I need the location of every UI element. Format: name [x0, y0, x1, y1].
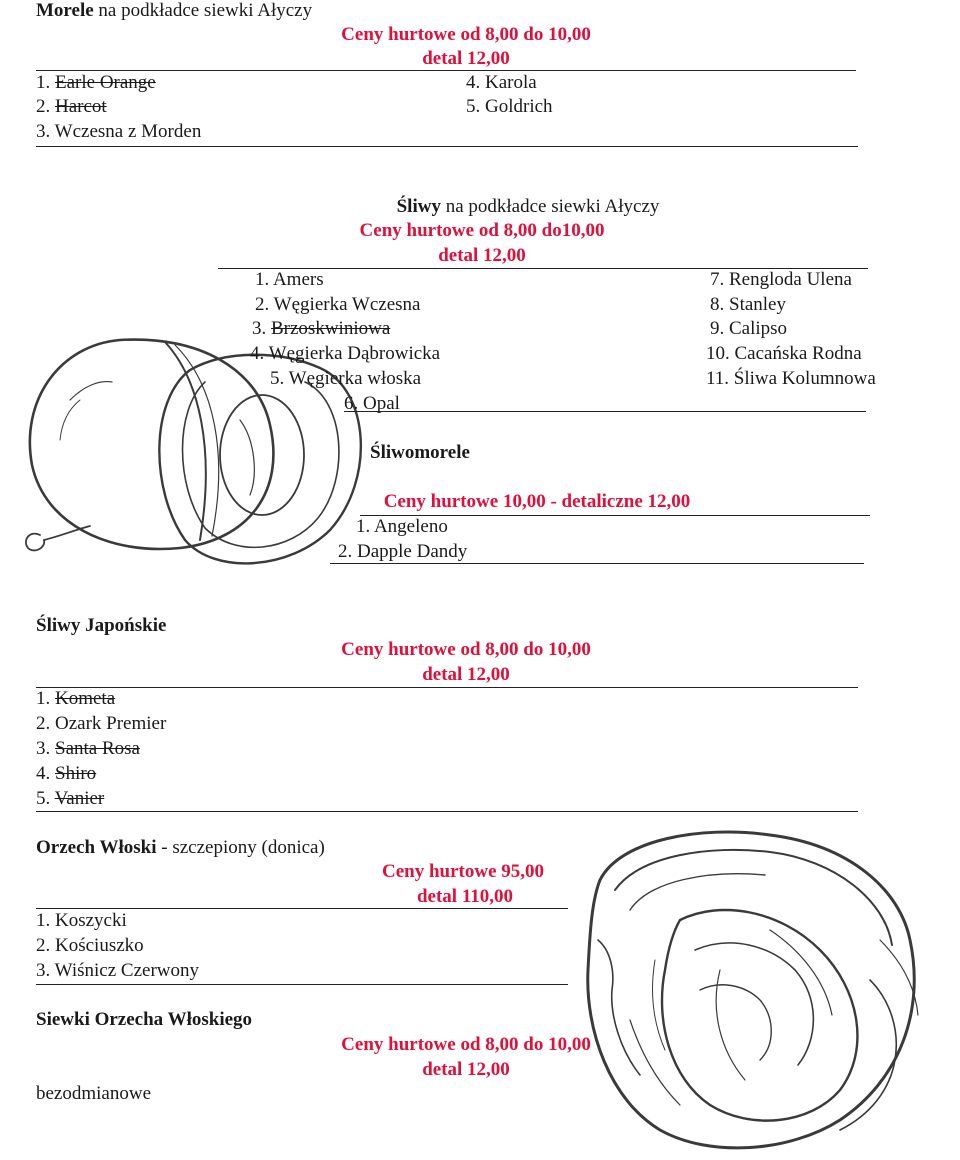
japonskie-price-retail: detal 12,00 — [422, 664, 510, 685]
divider — [344, 411, 866, 412]
divider — [330, 563, 864, 564]
list-item: 2. Dapple Dandy — [338, 541, 468, 562]
list-item: 2. Węgierka Wczesna — [255, 294, 421, 315]
list-item: 5. Vanier — [36, 788, 105, 809]
divider — [36, 687, 858, 688]
japonskie-heading: Śliwy Japońskie — [36, 615, 167, 636]
divider — [36, 811, 858, 812]
list-item: 11. Śliwa Kolumnowa — [706, 368, 876, 389]
morele-price-retail: detal 12,00 — [422, 48, 510, 69]
list-item: 7. Rengloda Ulena — [710, 269, 852, 290]
list-item: 2. Ozark Premier — [36, 713, 167, 734]
list-item: 6. Opal — [344, 393, 400, 414]
list-item: 2. Harcot — [36, 96, 107, 117]
morele-price-wholesale: Ceny hurtowe od 8,00 do 10,00 — [341, 24, 591, 45]
sliwy-heading-rest: na podkładce siewki Ałyczy — [440, 196, 660, 217]
list-item: 1. Angeleno — [356, 516, 448, 537]
sliwy-heading — [397, 196, 660, 218]
siewki-heading: Siewki Orzecha Włoskiego — [36, 1009, 253, 1030]
orzech-heading — [36, 837, 325, 859]
orzech-heading-rest: - szczepiony (donica) — [156, 837, 325, 858]
sliwy-heading-bold: Śliwy — [396, 196, 441, 217]
sliwomorele-price: Ceny hurtowe 10,00 - detaliczne 12,00 — [383, 491, 691, 512]
orzech-heading-bold: Orzech Włoski — [36, 837, 157, 858]
list-item: 5. Węgierka włoska — [270, 368, 422, 389]
divider — [36, 146, 858, 147]
morele-heading-bold: Morele — [36, 0, 94, 21]
siewki-price-retail: detal 12,00 — [422, 1059, 510, 1080]
orzech-price-retail: detal 110,00 — [416, 886, 514, 907]
list-item: 3. Wiśnicz Czerwony — [36, 960, 199, 981]
list-item: 3. Wczesna z Morden — [36, 121, 202, 142]
list-item: 8. Stanley — [710, 294, 786, 315]
divider — [36, 70, 856, 71]
list-item: 3. Santa Rosa — [36, 738, 140, 759]
list-item: 2. Kościuszko — [36, 935, 144, 956]
divider — [36, 984, 568, 985]
list-item: 10. Cacańska Rodna — [706, 343, 862, 364]
list-item: 3. Brzoskwiniowa — [252, 318, 391, 339]
list-item: 1. Kometa — [36, 688, 116, 709]
list-item: 1. Amers — [255, 269, 324, 290]
sliwy-price-wholesale: Ceny hurtowe od 8,00 do10,00 — [359, 220, 605, 241]
morele-heading — [36, 0, 312, 22]
list-item: 4. Shiro — [36, 763, 97, 784]
list-item: 4. Karola — [466, 72, 537, 93]
list-item: 9. Calipso — [710, 318, 788, 339]
list-item: 4. Węgierka Dąbrowicka — [250, 343, 441, 364]
siewki-note: bezodmianowe — [36, 1083, 152, 1104]
list-item: 1. Earle Orange — [36, 72, 156, 93]
siewki-price-wholesale: Ceny hurtowe od 8,00 do 10,00 — [341, 1034, 591, 1055]
list-item: 5. Goldrich — [466, 96, 553, 117]
sliwy-price-retail: detal 12,00 — [438, 245, 526, 266]
walnut-illustration-icon — [570, 820, 960, 1160]
japonskie-price-wholesale: Ceny hurtowe od 8,00 do 10,00 — [341, 639, 591, 660]
orzech-price-wholesale: Ceny hurtowe 95,00 — [381, 861, 545, 882]
sliwomorele-heading: Śliwomorele — [370, 442, 470, 463]
morele-heading-rest: na podkładce siewki Ałyczy — [93, 0, 313, 21]
list-item: 1. Koszycki — [36, 910, 127, 931]
divider — [36, 908, 568, 909]
